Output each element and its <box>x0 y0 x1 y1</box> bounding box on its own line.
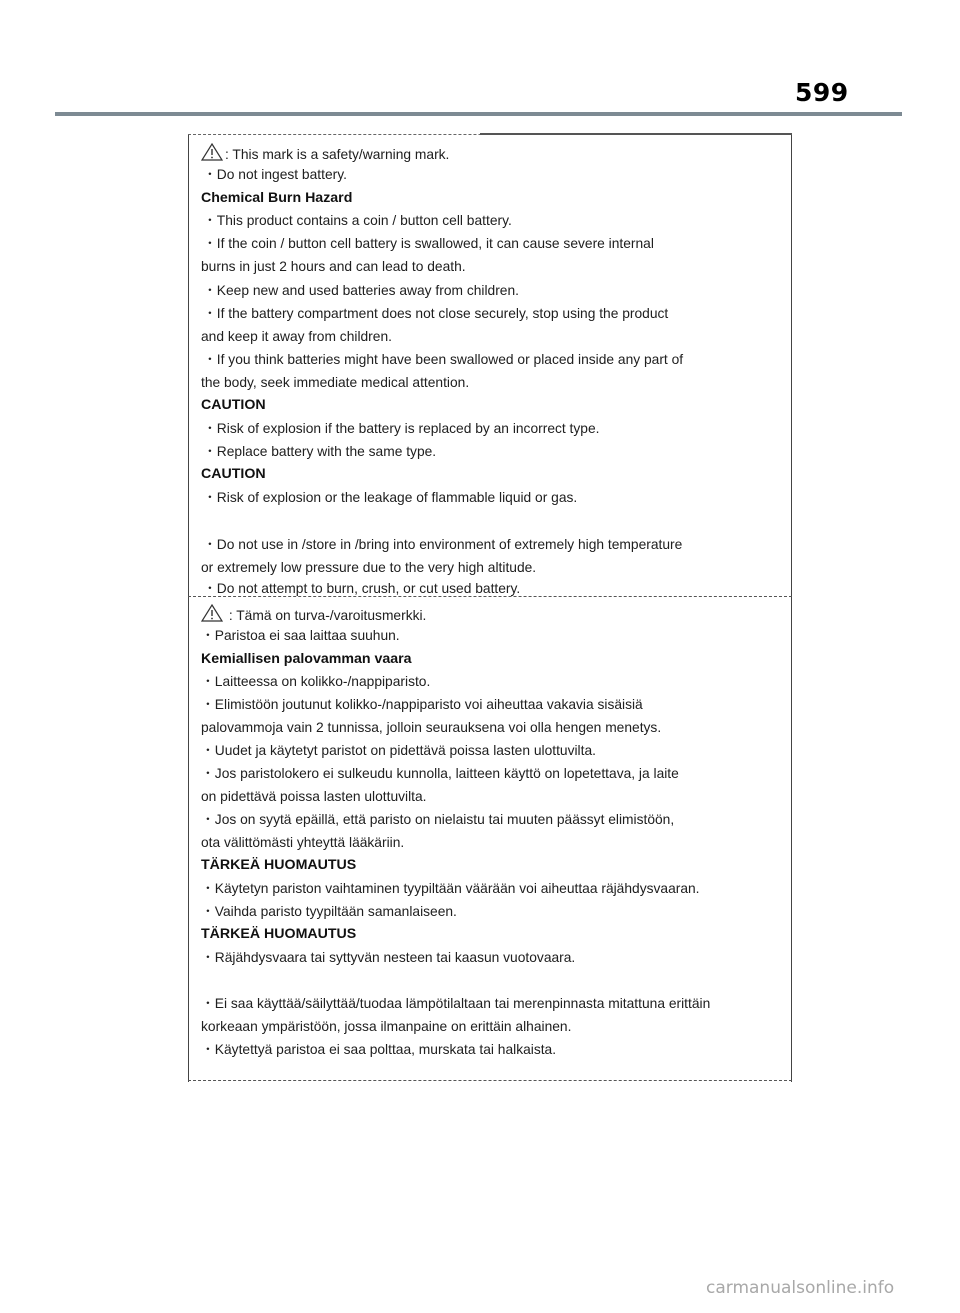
fi-heading-tarkea-1: TÄRKEÄ HUOMAUTUS <box>201 857 357 873</box>
en-line-13: ・Replace battery with the same type. <box>203 444 437 459</box>
fi-line-8: on pidettävä poissa lasten ulottuvilta. <box>201 789 427 804</box>
en-line-16: ・Do not use in /store in /bring into environment of extremely high temperature <box>203 537 683 552</box>
en-line-0: : This mark is a safety/warning mark. <box>225 147 450 162</box>
en-heading-chemical-burn: Chemical Burn Hazard <box>201 190 353 206</box>
fi-line-3: ・Laitteessa on kolikko-/nappiparisto. <box>201 674 431 689</box>
fi-line-0: : Tämä on turva-/varoitusmerkki. <box>225 608 427 623</box>
en-line-1: ・Do not ingest battery. <box>203 167 347 182</box>
en-line-18: ・Do not attempt to burn, crush, or cut used battery. <box>203 581 521 596</box>
page-number: 599 <box>795 78 849 107</box>
header-rule <box>55 112 902 116</box>
fi-line-1: ・Paristoa ei saa laittaa suuhun. <box>201 628 400 643</box>
fi-line-15: ・Räjähdysvaara tai syttyvän nesteen tai kaasun vuotovaara. <box>201 950 576 965</box>
en-line-4: ・If the coin / button cell battery is swallowed, it can cause severe internal <box>203 236 654 251</box>
en-line-3: ・This product contains a coin / button cell battery. <box>203 213 512 228</box>
en-line-10: the body, seek immediate medical attention. <box>201 375 470 390</box>
en-heading-caution-2: CAUTION <box>201 466 266 482</box>
en-line-15: ・Risk of explosion or the leakage of flammable liquid or gas. <box>203 490 578 505</box>
box-bottom-border <box>188 1080 792 1081</box>
box-top-border-thick <box>480 133 792 135</box>
watermark: carmanualsonline.info <box>706 1278 895 1298</box>
en-line-5: burns in just 2 hours and can lead to death. <box>201 259 466 274</box>
fi-line-9: ・Jos on syytä epäillä, että paristo on nielaistu tai muuten päässyt elimistöön, <box>201 812 675 827</box>
en-line-17: or extremely low pressure due to the very high altitude. <box>201 560 537 575</box>
fi-warning-mark-line <box>201 604 426 627</box>
fi-line-13: ・Vaihda paristo tyypiltään samanlaiseen. <box>201 904 457 919</box>
warning-triangle-icon <box>201 143 223 166</box>
en-line-9: ・If you think batteries might have been swallowed or placed inside any part of <box>203 352 684 367</box>
fi-line-7: ・Jos paristolokero ei sulkeudu kunnolla, laitteen käyttö on lopetettava, ja laite <box>201 766 679 781</box>
en-line-7: ・If the battery compartment does not close securely, stop using the product <box>203 306 669 321</box>
fi-line-4: ・Elimistöön joutunut kolikko-/nappiparisto voi aiheuttaa vakavia sisäisiä <box>201 697 643 712</box>
fi-heading-tarkea-2: TÄRKEÄ HUOMAUTUS <box>201 926 357 942</box>
fi-heading-chemical-burn: Kemiallisen palovamman vaara <box>201 651 412 667</box>
fi-line-5: palovammoja vain 2 tunnissa, jolloin seurauksena voi olla hengen menetys. <box>201 720 662 735</box>
fi-line-12: ・Käytetyn pariston vaihtaminen tyypiltään väärään voi aiheuttaa räjähdysvaaran. <box>201 881 700 896</box>
en-warning-mark-line <box>201 143 449 166</box>
en-line-12: ・Risk of explosion if the battery is replaced by an incorrect type. <box>203 421 600 436</box>
fi-line-18: ・Käytettyä paristoa ei saa polttaa, murskata tai halkaista. <box>201 1042 557 1057</box>
fi-line-16: ・Ei saa käyttää/säilyttää/tuodaa lämpötilaltaan tai merenpinnasta mitattuna erittäin <box>201 996 711 1011</box>
warning-triangle-icon <box>201 604 223 627</box>
fi-line-17: korkeaan ympäristöön, jossa ilmanpaine on erittäin alhainen. <box>201 1019 572 1034</box>
fi-line-10: ota välittömästi yhteyttä lääkäriin. <box>201 835 405 850</box>
en-line-6: ・Keep new and used batteries away from children. <box>203 283 519 298</box>
en-heading-caution-1: CAUTION <box>201 397 266 413</box>
en-line-8: and keep it away from children. <box>201 329 392 344</box>
fi-line-6: ・Uudet ja käytetyt paristot on pidettävä poissa lasten ulottuvilta. <box>201 743 596 758</box>
